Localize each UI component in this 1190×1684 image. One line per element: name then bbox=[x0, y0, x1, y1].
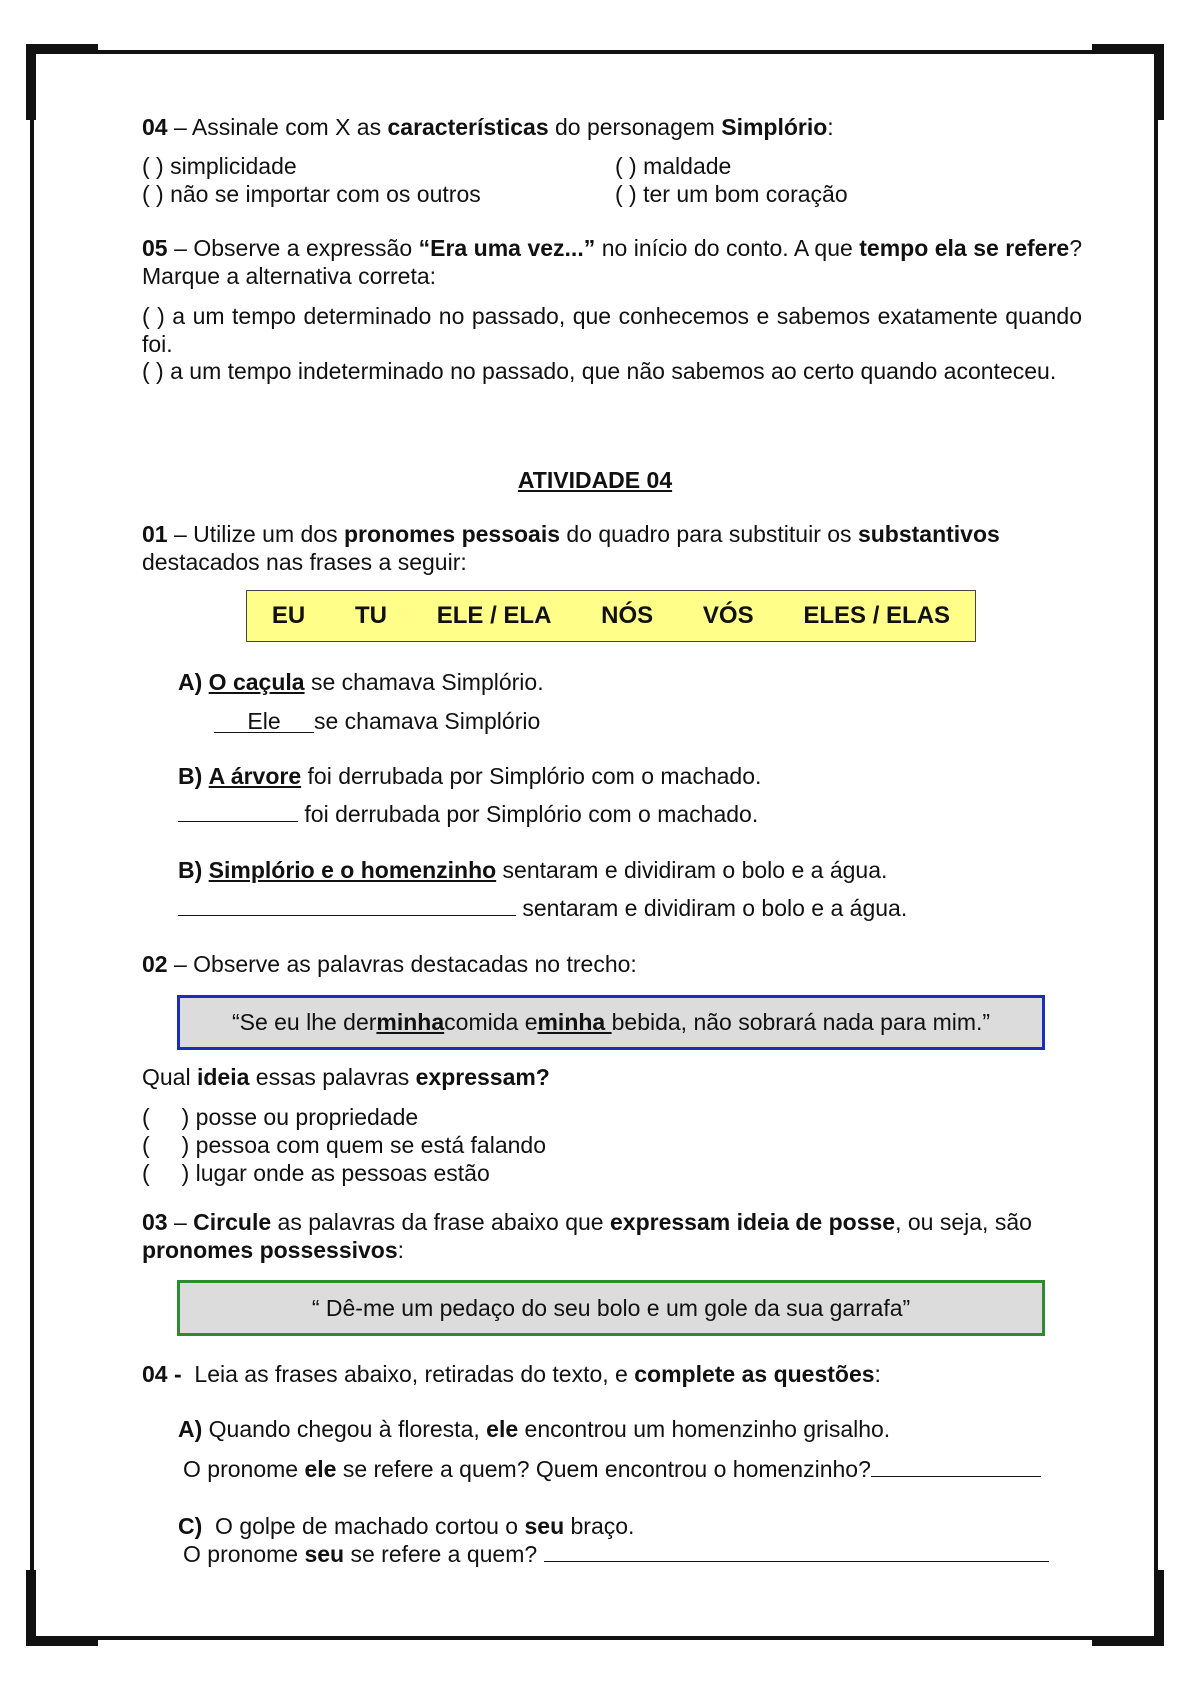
answer-blank[interactable] bbox=[178, 821, 298, 822]
answer-blank[interactable] bbox=[178, 915, 516, 916]
q01-item-a: A) O caçula se chamava Simplório. bbox=[178, 669, 544, 695]
pronoun: VÓS bbox=[702, 602, 754, 629]
q01-item-b: B) A árvore foi derrubada por Simplório com o machado. bbox=[178, 763, 762, 789]
q04b-item-c: C) O golpe de machado cortou o seu braço. bbox=[178, 1513, 635, 1539]
q04a-option[interactable]: ( ) ter um bom coração bbox=[615, 181, 848, 207]
corner-bottom-right-v bbox=[1154, 1570, 1164, 1646]
q04b-question-a: O pronome ele se refere a quem? Quem encontrou o homenzinho? bbox=[183, 1455, 1041, 1483]
q04a-prompt: 04 – Assinale com X as características do personagem Simplório: bbox=[142, 114, 834, 140]
q02-question: Qual ideia essas palavras expressam? bbox=[142, 1064, 550, 1090]
q01-item-c: B) Simplório e o homenzinho sentaram e dividiram o bolo e a água. bbox=[178, 857, 888, 883]
pronoun-box bbox=[246, 590, 976, 642]
pronoun: TU bbox=[354, 602, 387, 629]
corner-top-left-v bbox=[26, 44, 36, 120]
q05-prompt: 05 – Observe a expressão “Era uma vez...” no início do conto. A que tempo ela se refere? Marque a alternativa correta: bbox=[142, 235, 1082, 289]
q04a-option[interactable]: ( ) não se importar com os outros bbox=[142, 181, 481, 207]
q05-option[interactable]: ( ) a um tempo indeterminado no passado, que não sabemos ao certo quando aconteceu. bbox=[142, 358, 1057, 384]
q04b-question-c: O pronome seu se refere a quem? bbox=[183, 1540, 1049, 1568]
q02-prompt: 02 – Observe as palavras destacadas no trecho: bbox=[142, 951, 637, 977]
q02-quote-box: “Se eu lhe der minha comida e minha bebida, não sobrará nada para mim.” bbox=[177, 995, 1045, 1050]
q04a-option[interactable]: ( ) maldade bbox=[615, 153, 732, 179]
pronoun: NÓS bbox=[601, 602, 654, 629]
pronoun: ELES / ELAS bbox=[803, 602, 951, 629]
answer-blank[interactable]: Ele bbox=[214, 710, 314, 733]
q03-prompt: 03 – Circule as palavras da frase abaixo que expressam ideia de posse, ou seja, são pronomes possessivos: bbox=[142, 1209, 1032, 1263]
q02-option[interactable]: ( ) lugar onde as pessoas estão bbox=[142, 1160, 490, 1186]
q04b-item-a: A) Quando chegou à floresta, ele encontrou um homenzinho grisalho. bbox=[178, 1416, 891, 1442]
corner-bottom-left-v bbox=[26, 1570, 36, 1646]
corner-top-left bbox=[26, 44, 98, 54]
corner-bottom-left bbox=[26, 1636, 98, 1646]
q01-answer-c[interactable]: sentaram e dividiram o bolo e a água. bbox=[178, 894, 907, 922]
q04b-prompt: 04 - Leia as frases abaixo, retiradas do texto, e complete as questões: bbox=[142, 1361, 881, 1387]
q01-prompt: 01 – Utilize um dos pronomes pessoais do quadro para substituir os substantivos destacados nas frases a seguir: bbox=[142, 521, 1000, 575]
q02-option[interactable]: ( ) posse ou propriedade bbox=[142, 1104, 419, 1130]
answer-blank[interactable] bbox=[544, 1561, 1049, 1562]
q03-quote-box[interactable]: “ Dê-me um pedaço do seu bolo e um gole da sua garrafa” bbox=[177, 1280, 1045, 1336]
q02-option[interactable]: ( ) pessoa com quem se está falando bbox=[142, 1132, 546, 1158]
answer-blank[interactable] bbox=[871, 1476, 1041, 1477]
q05-option[interactable]: ( ) a um tempo determinado no passado, que conhecemos e sabemos exatamente quando foi. bbox=[142, 303, 1082, 357]
q01-answer-b[interactable]: foi derrubada por Simplório com o machado. bbox=[178, 800, 758, 828]
pronoun: ELE / ELA bbox=[436, 602, 552, 629]
corner-top-right-v bbox=[1154, 44, 1164, 120]
q04a-option[interactable]: ( ) simplicidade bbox=[142, 153, 297, 179]
pronoun: EU bbox=[271, 602, 306, 629]
q01-answer-a[interactable]: Ele se chamava Simplório bbox=[214, 707, 540, 735]
activity-title: ATIVIDADE 04 bbox=[517, 467, 673, 493]
